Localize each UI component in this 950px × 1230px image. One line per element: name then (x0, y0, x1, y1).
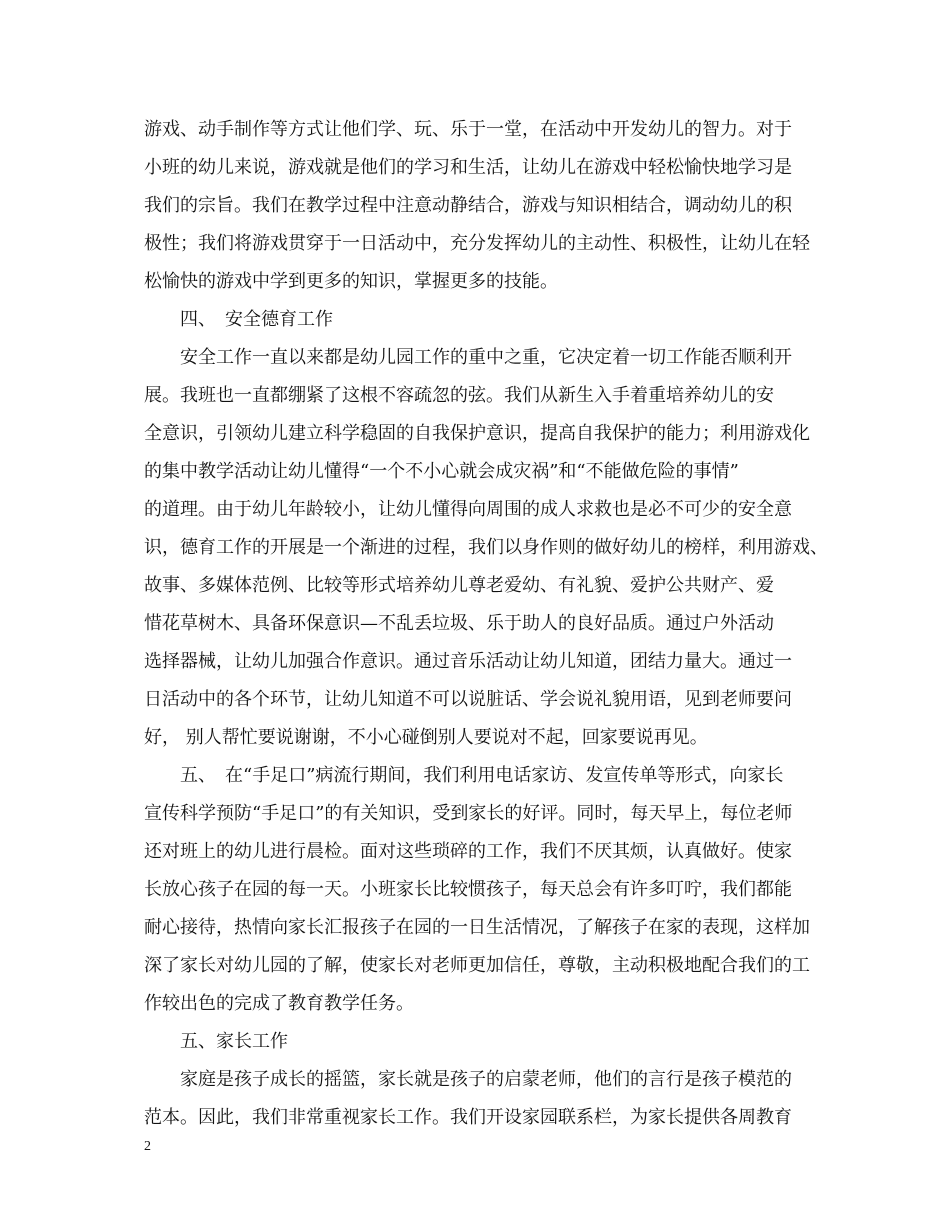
text-line: 的道理。由于幼儿年龄较小，让幼儿懂得向周围的成人求救也是必不可少的安全意 (144, 499, 792, 520)
text-line: 选择器械，让幼儿加强合作意识。通过音乐活动让幼儿知道，团结力量大。通过一 (144, 651, 792, 672)
text-line: 全意识，引领幼儿建立科学稳固的自我保护意识，提高自我保护的能力；利用游戏化 (144, 423, 810, 444)
text-line: 我们的宗旨。我们在教学过程中注意动静结合，游戏与知识相结合，调动幼儿的积 (144, 195, 792, 216)
text-line: 耐心接待，热情向家长汇报孩子在园的一日生活情况，了解孩子在家的表现，这样加 (144, 917, 810, 938)
text-line: 好， 别人帮忙要说谢谢，不小心碰倒别人要说对不起，回家要说再见。 (144, 727, 708, 748)
text-line: 五、 在“手足口”病流行期间，我们利用电话家访、发宣传单等形式，向家长 (144, 765, 784, 786)
text-line: 极性；我们将游戏贯穿于一日活动中，充分发挥幼儿的主动性、积极性，让幼儿在轻 (144, 233, 810, 254)
text-line: 安全工作一直以来都是幼儿园工作的重中之重，它决定着一切工作能否顺利开 (144, 347, 792, 368)
text-line: 识，德育工作的开展是一个渐进的过程，我们以身作则的做好幼儿的榜样，利用游戏、 (144, 537, 828, 558)
text-line: 惜花草树木、具备环保意识—不乱丢垃圾、乐于助人的良好品质。通过户外活动 (144, 613, 774, 634)
text-line: 还对班上的幼儿进行晨检。面对这些琐碎的工作，我们不厌其烦，认真做好。使家 (144, 841, 792, 862)
text-line: 松愉快的游戏中学到更多的知识，掌握更多的技能。 (144, 271, 558, 292)
section-heading: 四、 安全德育工作 (144, 309, 333, 330)
text-line: 故事、多媒体范例、比较等形式培养幼儿尊老爱幼、有礼貌、爱护公共财产、爱 (144, 575, 774, 596)
section-heading: 五、家长工作 (144, 1031, 288, 1052)
text-line: 游戏、动手制作等方式让他们学、玩、乐于一堂，在活动中开发幼儿的智力。对于 (144, 119, 792, 140)
page-number: 2 (144, 1139, 151, 1154)
text-line: 范本。因此，我们非常重视家长工作。我们开设家园联系栏，为家长提供各周教育 (144, 1107, 792, 1128)
text-line: 家庭是孩子成长的摇篮，家长就是孩子的启蒙老师，他们的言行是孩子模范的 (144, 1069, 792, 1090)
text-line: 长放心孩子在园的每一天。小班家长比较惯孩子，每天总会有许多叮咛，我们都能 (144, 879, 792, 900)
text-line: 展。我班也一直都绷紧了这根不容疏忽的弦。我们从新生入手着重培养幼儿的安 (144, 385, 774, 406)
text-line: 宣传科学预防“手足口”的有关知识，受到家长的好评。同时，每天早上，每位老师 (144, 803, 793, 824)
text-line: 深了家长对幼儿园的了解，使家长对老师更加信任，尊敬，主动积极地配合我们的工 (144, 955, 810, 976)
text-line: 的集中教学活动让幼儿懂得“一个不小心就会成灾祸”和“不能做危险的事情” (144, 461, 739, 482)
text-line: 日活动中的各个环节，让幼儿知道不可以说脏话、学会说礼貌用语，见到老师要问 (144, 689, 792, 710)
text-line: 小班的幼儿来说，游戏就是他们的学习和生活，让幼儿在游戏中轻松愉快地学习是 (144, 157, 792, 178)
text-line: 作较出色的完成了教育教学任务。 (144, 993, 414, 1014)
